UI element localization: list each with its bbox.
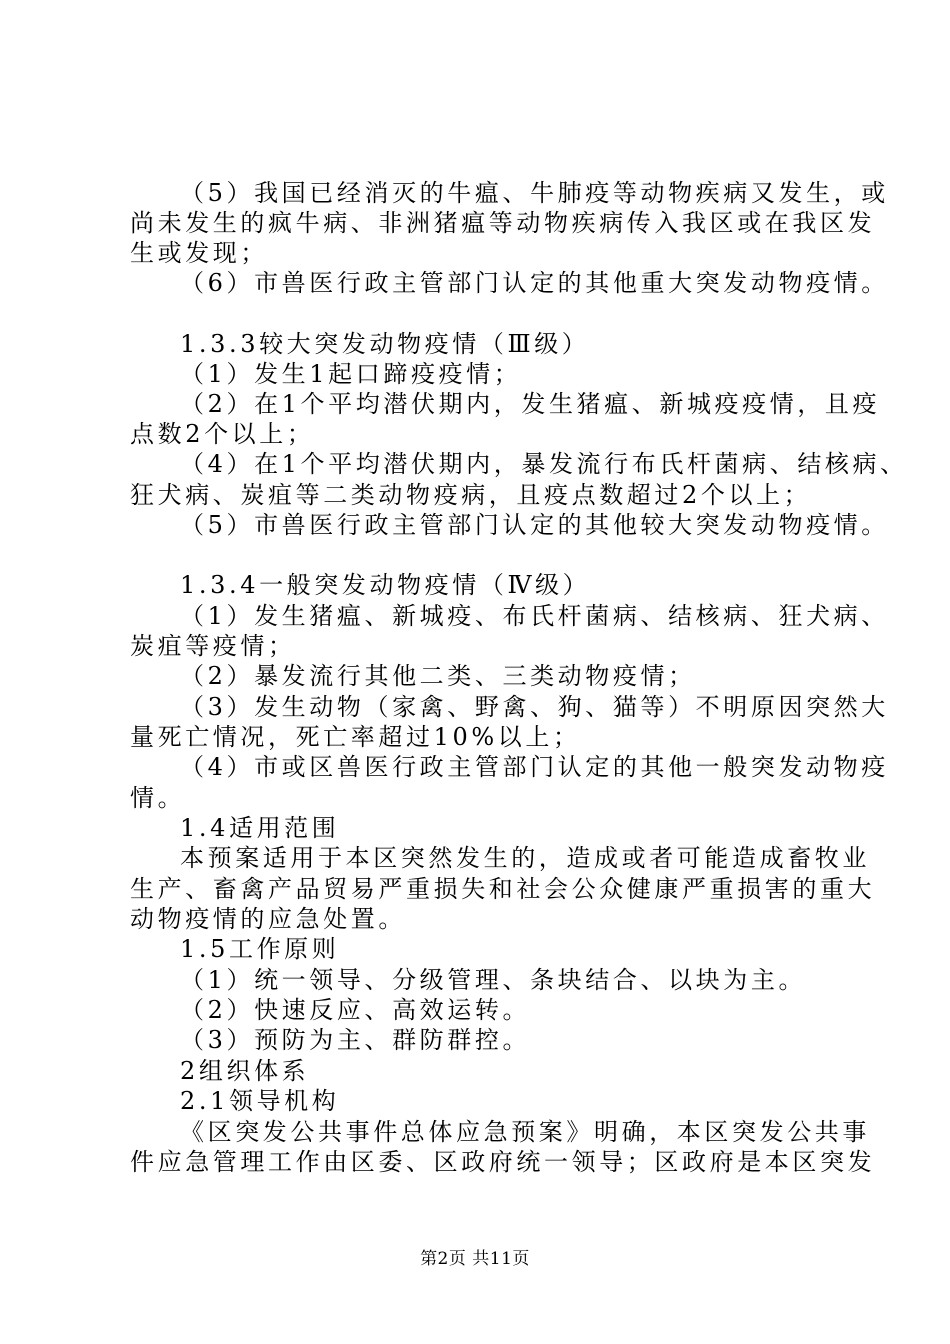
body-line: 点数2个以上； [130, 420, 315, 448]
section-heading: 2组织体系 [180, 1057, 310, 1085]
body-line: （4）市或区兽医行政主管部门认定的其他一般突发动物疫 [180, 753, 889, 781]
body-line: （3）发生动物（家禽、野禽、狗、猫等）不明原因突然大 [180, 693, 889, 721]
section-heading: 1.3.4一般突发动物疫情（Ⅳ级） [180, 571, 591, 599]
section-heading: 2.1领导机构 [180, 1087, 340, 1115]
body-line: （2）在1个平均潜伏期内，发生猪瘟、新城疫疫情，且疫 [180, 390, 881, 418]
body-line: （1）发生1起口蹄疫疫情； [180, 360, 522, 388]
body-line: 本预案适用于本区突然发生的，造成或者可能造成畜牧业 [180, 844, 870, 872]
section-heading: 1.4适用范围 [180, 814, 340, 842]
body-line: （5）我国已经消灭的牛瘟、牛肺疫等动物疾病又发生，或 [180, 179, 889, 207]
body-line: （3）预防为主、群防群控。 [180, 1026, 531, 1054]
body-line: 狂犬病、炭疽等二类动物疫病，且疫点数超过2个以上； [130, 481, 812, 509]
body-line: 生产、畜禽产品贸易严重损失和社会公众健康严重损害的重大 [130, 875, 876, 903]
body-line: （2）暴发流行其他二类、三类动物疫情； [180, 662, 696, 690]
body-line: （1）发生猪瘟、新城疫、布氏杆菌病、结核病、狂犬病、 [180, 602, 889, 630]
body-line: 尚未发生的疯牛病、非洲猪瘟等动物疾病传入我区或在我区发 [130, 209, 876, 237]
body-line: 生或发现； [130, 239, 268, 267]
body-line: （2）快速反应、高效运转。 [180, 996, 531, 1024]
body-line: 炭疽等疫情； [130, 632, 296, 660]
body-line: 件应急管理工作由区委、区政府统一领导；区政府是本区突发 [130, 1148, 876, 1176]
section-heading: 1.5工作原则 [180, 935, 340, 963]
body-line: （1）统一领导、分级管理、条块结合、以块为主。 [180, 966, 807, 994]
body-line: 量死亡情况，死亡率超过10%以上； [130, 723, 581, 751]
body-line: 动物疫情的应急处置。 [130, 905, 406, 933]
page-number-footer: 第2页 共11页 [420, 1249, 530, 1269]
body-line: 《区突发公共事件总体应急预案》明确，本区突发公共事 [180, 1118, 870, 1146]
body-line: （5）市兽医行政主管部门认定的其他较大突发动物疫情。 [180, 511, 889, 539]
body-line: 情。 [130, 784, 186, 812]
body-line: （4）在1个平均潜伏期内，暴发流行布氏杆菌病、结核病、 [180, 450, 908, 478]
section-heading: 1.3.3较大突发动物疫情（Ⅲ级） [180, 330, 590, 358]
body-line: （6）市兽医行政主管部门认定的其他重大突发动物疫情。 [180, 269, 889, 297]
